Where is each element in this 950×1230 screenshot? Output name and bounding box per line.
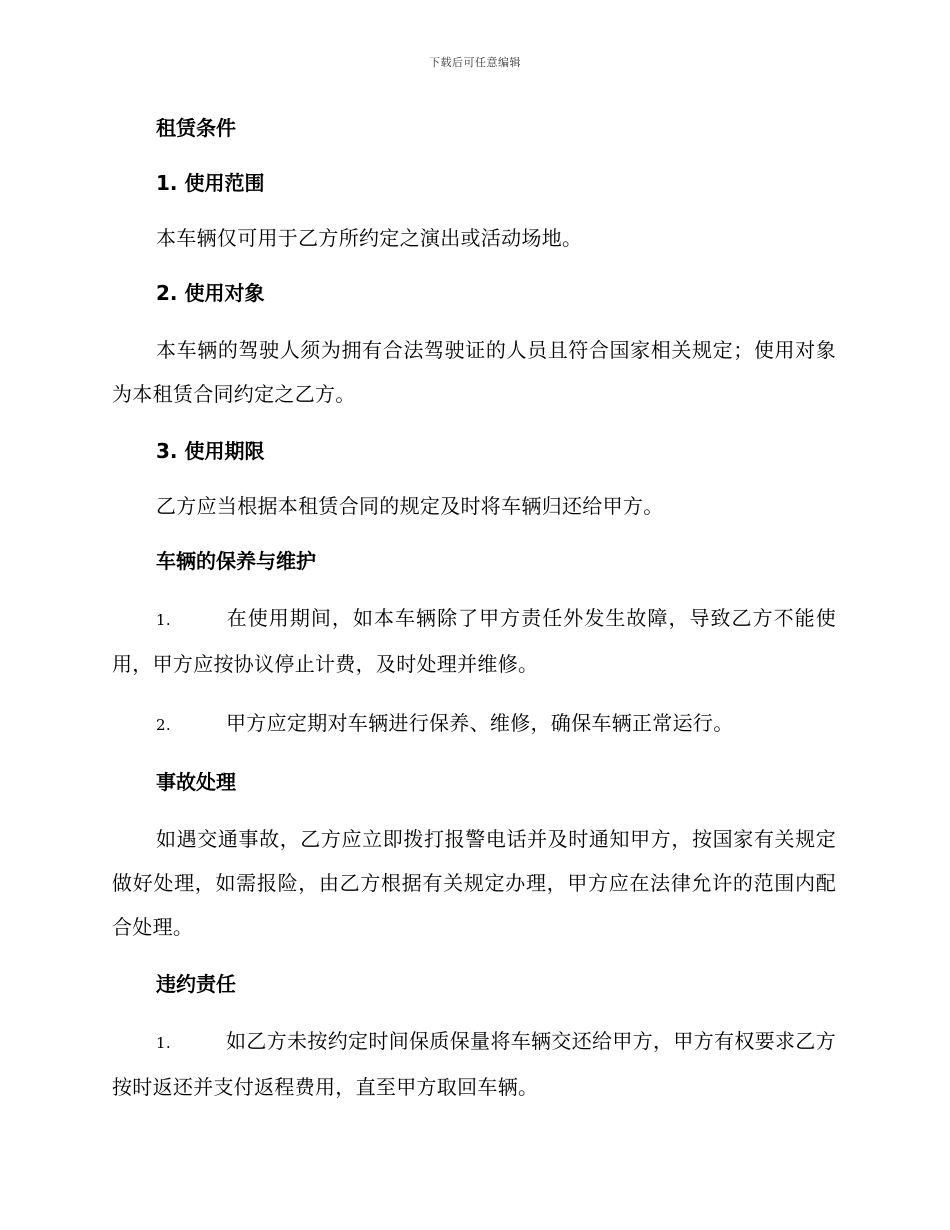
subheading-scope: 1. 使用范围 <box>156 171 265 195</box>
page-header-note: 下载后可任意编辑 <box>429 56 521 69</box>
subheading-term: 3. 使用期限 <box>156 439 265 463</box>
section-heading-lease-conditions: 租赁条件 <box>156 116 236 140</box>
section-heading-maintenance: 车辆的保养与维护 <box>156 549 316 573</box>
paragraph-term: 乙方应当根据本租赁合同的规定及时将车辆归还给甲方。 <box>156 494 664 518</box>
list-item-text: 在使用期间，如本车辆除了甲方责任外发生故障，导致乙方不能使用，甲方应按协议停止计费，及时处理并维修。 <box>112 606 836 676</box>
list-item-text: 如乙方未按约定时间保质保量将车辆交还给甲方，甲方有权要求乙方按时返还并支付返程费用，直至甲方取回车辆。 <box>112 1029 836 1099</box>
list-item <box>112 701 836 747</box>
list-item-number: 1. <box>156 1034 171 1052</box>
list-item <box>112 596 836 686</box>
document-body <box>112 108 836 1124</box>
list-item-number: 1. <box>156 611 171 629</box>
list-item-number: 2. <box>156 716 171 734</box>
list-item <box>112 1019 836 1109</box>
paragraph-object: 本车辆的驾驶人须为拥有合法驾驶证的人员且符合国家相关规定；使用对象为本租赁合同约定之乙方。 <box>112 338 836 406</box>
subheading-object: 2. 使用对象 <box>156 281 265 305</box>
list-item-text: 甲方应定期对车辆进行保养、维修，确保车辆正常运行。 <box>226 711 734 735</box>
paragraph-accident: 如遇交通事故，乙方应立即拨打报警电话并及时通知甲方，按国家有关规定做好处理，如需报险，由乙方根据有关规定办理，甲方应在法律允许的范围内配合处理。 <box>112 827 836 939</box>
section-heading-breach: 违约责任 <box>156 972 236 996</box>
paragraph-scope: 本车辆仅可用于乙方所约定之演出或活动场地。 <box>156 226 583 250</box>
section-heading-accident: 事故处理 <box>156 770 236 794</box>
